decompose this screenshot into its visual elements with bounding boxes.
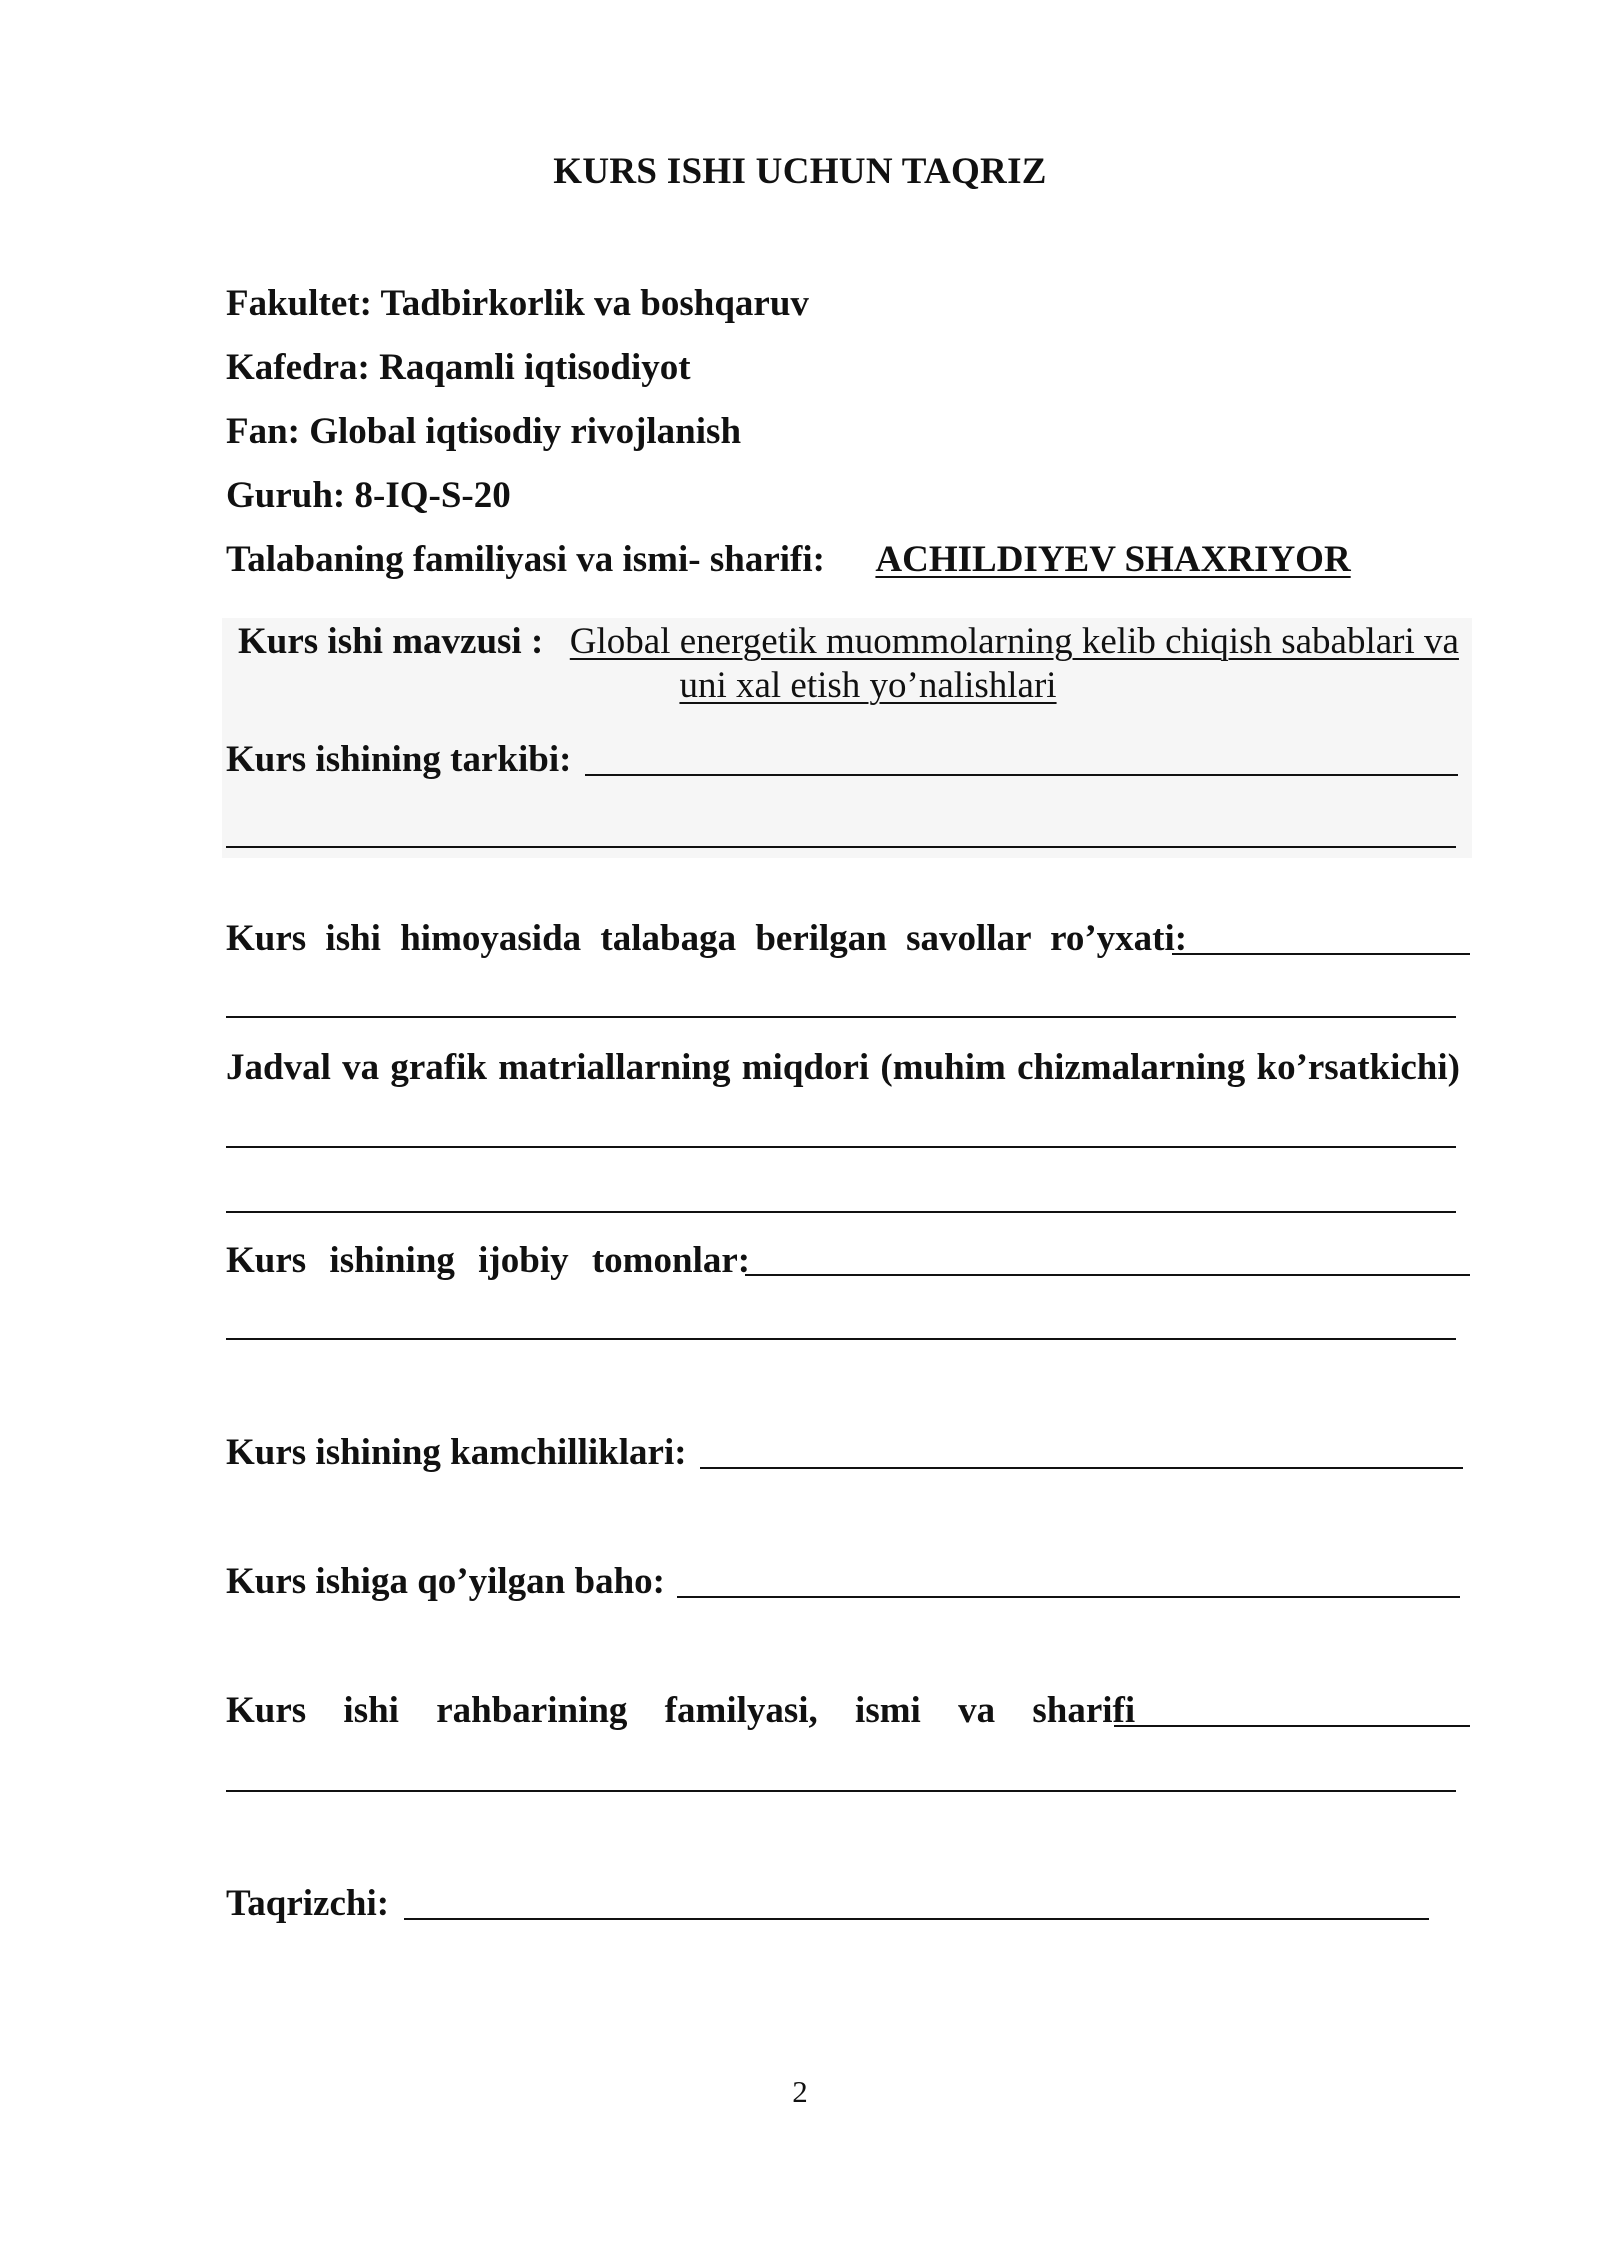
tables-label: Jadval va grafik matriallarning miqdori (muhim chizmalarning ko’rsatkichi): [226, 1047, 1460, 1088]
topic-block: [238, 620, 1468, 708]
positive-label: Kurs ishining ijobiy tomonlar:: [226, 1240, 751, 1281]
tables-blank-1[interactable]: [226, 1146, 1456, 1148]
student-label: Talabaning familiyasi va ismi- sharifi:: [226, 539, 825, 580]
subject-line: Fan: Global iqtisodiy rivojlanish: [226, 411, 742, 452]
tables-blank-2[interactable]: [226, 1211, 1456, 1213]
positive-blank-1[interactable]: [745, 1274, 1470, 1276]
shortcomings-label: Kurs ishining kamchilliklari:: [226, 1432, 687, 1473]
questions-label: Kurs ishi himoyasida talabaga berilgan savollar ro’yxati:: [226, 918, 1188, 959]
positive-blank-2[interactable]: [226, 1338, 1456, 1340]
document-title: KURS ISHI UCHUN TAQRIZ: [553, 151, 1047, 192]
questions-blank-2[interactable]: [226, 1016, 1456, 1018]
reviewer-label: Taqrizchi:: [226, 1883, 390, 1924]
student-line: [226, 538, 1351, 581]
group-line: Guruh: 8-IQ-S-20: [226, 475, 511, 516]
page-number: 2: [792, 2074, 808, 2109]
faculty-line: Fakultet: Tadbirkorlik va boshqaruv: [226, 283, 809, 324]
supervisor-blank-1[interactable]: [1114, 1725, 1470, 1727]
reviewer-blank[interactable]: [404, 1918, 1429, 1920]
supervisor-label: Kurs ishi rahbarining familyasi, ismi va sharifi: [226, 1690, 1136, 1731]
composition-label: Kurs ishining tarkibi:: [226, 739, 572, 780]
shortcomings-blank[interactable]: [700, 1467, 1463, 1469]
topic-value-line2: uni xal etish yo’nalishlari: [679, 665, 1057, 706]
composition-blank-2[interactable]: [226, 846, 1456, 848]
topic-value-line1: Global energetik muommolarning kelib chiqish sabablari va: [569, 621, 1459, 662]
supervisor-blank-2[interactable]: [226, 1790, 1456, 1792]
grade-label: Kurs ishiga qo’yilgan baho:: [226, 1561, 665, 1602]
topic-label: Kurs ishi mavzusi :: [238, 621, 544, 662]
grade-blank[interactable]: [677, 1596, 1460, 1598]
questions-blank-1[interactable]: [1172, 953, 1470, 955]
composition-blank-1[interactable]: [585, 774, 1458, 776]
department-line: Kafedra: Raqamli iqtisodiyot: [226, 347, 691, 388]
student-name: ACHILDIYEV SHAXRIYOR: [875, 539, 1351, 580]
